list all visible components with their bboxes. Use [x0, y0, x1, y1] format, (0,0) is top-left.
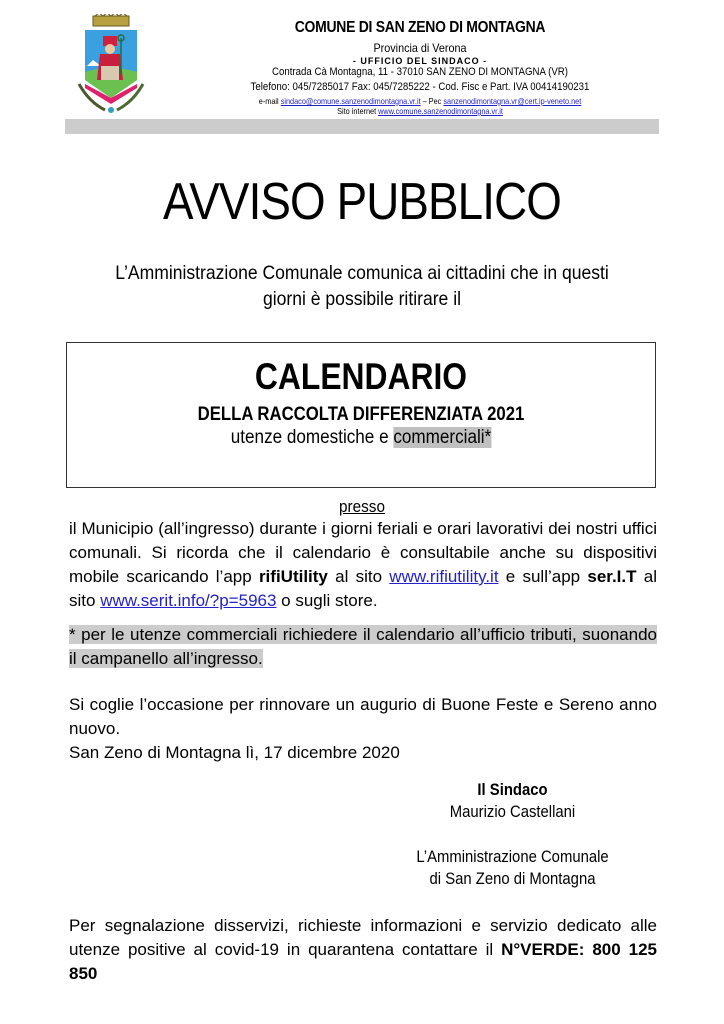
- p1-text-e: o sugli store.: [276, 591, 378, 610]
- municipality-name: COMUNE DI SAN ZENO DI MONTAGNA: [294, 19, 546, 36]
- footer-text: Per segnalazione disservizi, richieste informazioni e servizio dedicato alle utenze positive al covid-19 in quarantena contattare il: [69, 916, 657, 959]
- commercial-note: [69, 623, 657, 671]
- administration-line-1: L’Amministrazione Comunale: [416, 848, 609, 866]
- serit-link[interactable]: www.serit.info/?p=5963: [100, 591, 277, 610]
- greeting-paragraph: Si coglie l’occasione per rinnovare un augurio di Buone Feste e Sereno anno nuovo.: [69, 695, 657, 738]
- coat-of-arms-icon: [75, 14, 147, 116]
- users-prefix: utenze domestiche e: [230, 427, 394, 448]
- footer-paragraph: [69, 914, 657, 986]
- pickup-paragraph: [69, 517, 657, 613]
- calendar-users-line: [96, 427, 627, 449]
- email-link[interactable]: sindaco@comune.sanzenodimontagna.vr.it: [280, 96, 421, 106]
- hotline-number: N°VERDE: 800 125 850: [69, 940, 657, 983]
- administration-line-2: di San Zeno di Montagna: [429, 870, 596, 888]
- province-name: Provincia di Verona: [373, 41, 467, 55]
- signature-name: Maurizio Castellani: [449, 803, 576, 821]
- email-line: [239, 96, 600, 106]
- intro-text: [92, 260, 632, 312]
- website-label: Sito internet: [337, 106, 379, 116]
- office-name: - UFFICIO DEL SINDACO -: [352, 56, 488, 66]
- rifiutility-link[interactable]: www.rifiutility.it: [389, 567, 499, 586]
- place-date: San Zeno di Montagna lì, 17 dicembre 2020: [69, 743, 400, 762]
- header-divider-bar: [65, 119, 659, 134]
- intro-line-1: L’Amministrazione Comunale comunica ai cittadini che in questi: [115, 262, 609, 284]
- commercial-note-text: * per le utenze commerciali richiedere il calendario all’ufficio tributi, suonando il campanello all’ingresso.: [69, 625, 657, 668]
- website-link[interactable]: www.comune.sanzenodimontagna.vr.it: [378, 106, 503, 116]
- app-name-serit: ser.I.T: [587, 567, 637, 586]
- p1-text-d: al sito: [69, 567, 657, 610]
- app-name-rifiutility: rifiUtility: [258, 567, 328, 586]
- pec-link[interactable]: sanzenodimontagna.vr@cert.ip-veneto.net: [443, 96, 582, 106]
- page-title: AVVISO PUBBLICO: [163, 173, 561, 231]
- pec-label: – Pec: [420, 96, 444, 106]
- calendar-subheading: DELLA RACCOLTA DIFFERENZIATA 2021: [197, 404, 525, 425]
- phone-line: Telefono: 045/7285017 Fax: 045/7285222 - Cod. Fisc e Part. IVA 00414190231: [250, 81, 590, 93]
- email-label: e-mail: [258, 96, 281, 106]
- p1-text-c: e sull’app: [498, 567, 588, 586]
- presso-label: presso: [339, 497, 385, 516]
- website-line: [239, 106, 600, 116]
- intro-line-2: giorni è possibile ritirare il: [262, 288, 461, 310]
- p1-text-b: al sito: [327, 567, 390, 586]
- commercial-highlight: commerciali*: [393, 427, 492, 448]
- calendar-heading: CALENDARIO: [254, 356, 468, 397]
- signature-role: Il Sindaco: [477, 781, 548, 799]
- address-line: Contrada Cà Montagna, 11 - 37010 SAN ZENO DI MONTAGNA (VR): [271, 66, 569, 78]
- p1-text-a: il Municipio (all’ingresso) durante i giorni feriali e orari lavorativi dei nostri uffici comunali. Si ricorda che il calendario è consultabile anche su dispositivi mobile scaricando l’app: [69, 519, 657, 586]
